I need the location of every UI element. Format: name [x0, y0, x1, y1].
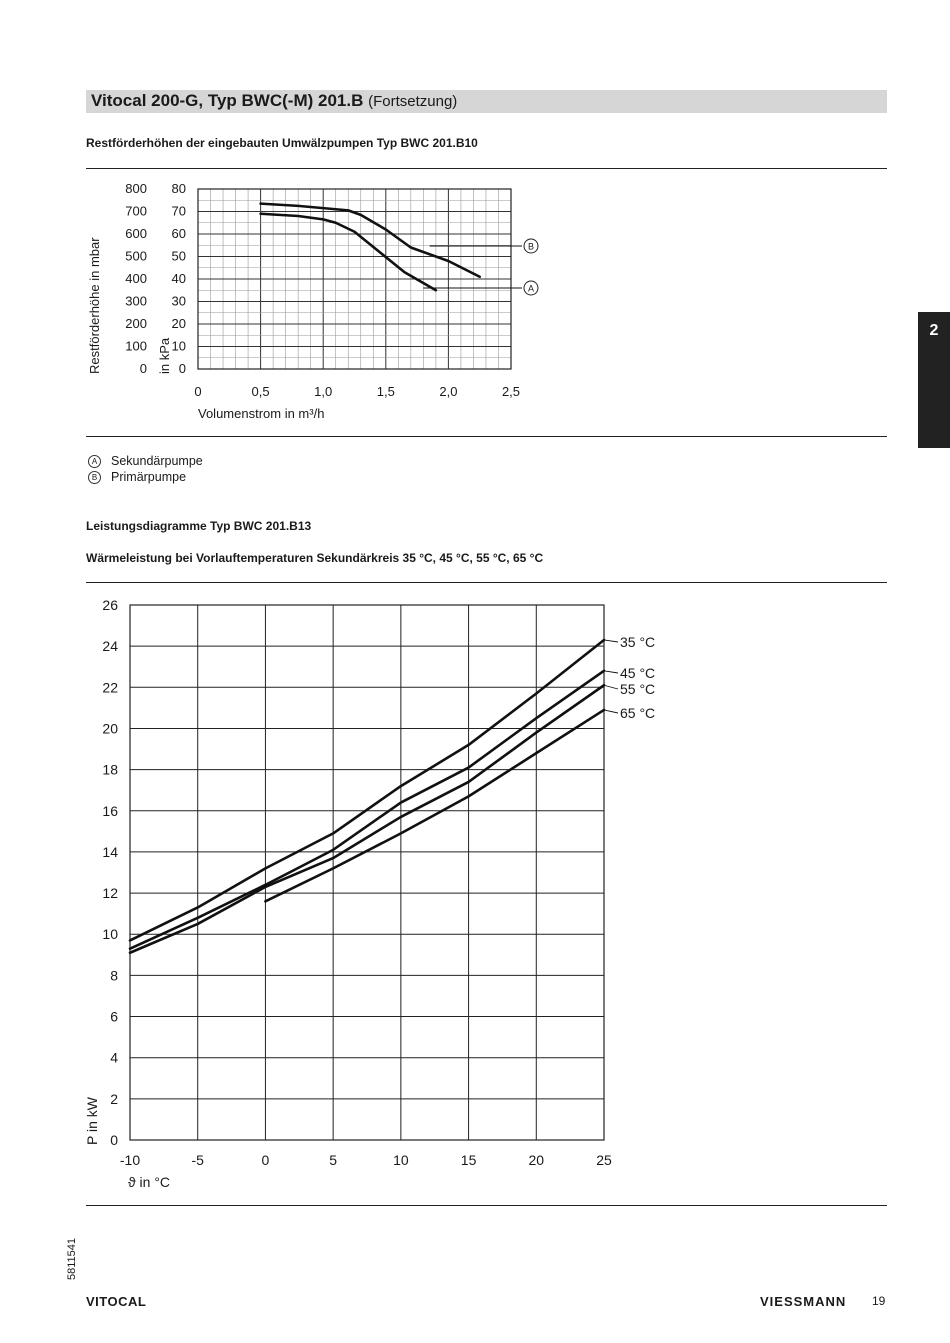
page-title-main: Vitocal 200-G, Typ BWC(-M) 201.B: [91, 91, 364, 110]
x-tick-label: 15: [460, 1152, 477, 1168]
y-axis-label: P in kW: [84, 1097, 100, 1145]
legend-item-b: [88, 470, 186, 484]
divider: [86, 582, 887, 583]
y-tick-label: 4: [110, 1049, 118, 1066]
series-key-label-a: A: [527, 283, 535, 294]
y-tick-label: 22: [102, 679, 118, 696]
series-line: [130, 685, 604, 953]
y-tick-label-kpa: 70: [171, 203, 186, 219]
y-tick-label-mbar: 800: [125, 181, 147, 196]
viessmann-logo: VIESSMANN: [760, 1294, 847, 1309]
x-axis-label: Volumenstrom in m³/h: [198, 406, 325, 421]
chapter-tab-label: 2: [929, 322, 939, 339]
legend-label-b: Primärpumpe: [111, 470, 187, 484]
x-axis-label: ϑ in °C: [128, 1174, 171, 1190]
series-label: 35 °C: [620, 634, 656, 650]
x-tick-label: 10: [393, 1152, 409, 1168]
x-tick-label: 1,0: [314, 384, 333, 399]
plot-frame: [130, 605, 604, 1140]
series-label-leader: [604, 671, 618, 673]
x-tick-label: 0,5: [251, 384, 270, 399]
page-title-suffix: (Fortsetzung): [368, 93, 458, 110]
y-tick-label: 26: [102, 597, 118, 613]
y-tick-label: 12: [102, 885, 118, 902]
y-axis-label-mbar: Restförderhöhe in mbar: [87, 237, 102, 374]
y-tick-label-kpa: 30: [171, 293, 186, 309]
x-tick-label: 2,0: [439, 384, 458, 399]
y-tick-label: 16: [102, 802, 118, 819]
y-tick-label-kpa: 10: [171, 338, 186, 354]
document-number: 5811541: [66, 1237, 78, 1280]
y-tick-label: 10: [102, 926, 118, 943]
y-tick-label-mbar: 600: [125, 226, 147, 241]
series-label: 65 °C: [620, 705, 656, 721]
legend-key-b: B: [88, 471, 101, 484]
x-tick-label: 1,5: [376, 384, 395, 399]
series-label-leader: [604, 685, 618, 689]
y-tick-label-kpa: 40: [171, 271, 186, 286]
y-tick-label-mbar: 200: [125, 316, 147, 331]
series-label-leader: [604, 710, 618, 713]
heat-output-chart: [0, 585, 950, 1205]
x-tick-label: 2,5: [501, 384, 521, 399]
vitocal-logo: VITOCAL: [86, 1294, 147, 1309]
y-tick-label-mbar: 500: [125, 248, 147, 264]
divider: [86, 436, 887, 437]
legend-item-a: [88, 454, 203, 468]
y-tick-label-mbar: 100: [125, 338, 147, 354]
series-label: 45 °C: [620, 665, 656, 681]
section1-heading: Restförderhöhen der eingebauten Umwälzpumpen Typ BWC 201.B10: [86, 136, 478, 150]
series-key-label-b: B: [527, 241, 535, 252]
y-tick-label: 2: [110, 1090, 118, 1107]
y-tick-label: 8: [110, 967, 118, 984]
y-tick-label-kpa: 80: [171, 181, 186, 196]
y-tick-label-kpa: 0: [178, 361, 186, 376]
y-tick-label-mbar: 300: [125, 293, 147, 309]
y-tick-label-mbar: 0: [139, 361, 147, 376]
y-tick-label: 24: [102, 638, 118, 655]
y-tick-label: 6: [110, 1008, 118, 1025]
y-tick-label: 20: [102, 720, 118, 737]
page-title: [91, 91, 457, 111]
y-tick-label-kpa: 60: [171, 226, 186, 241]
legend-label-a: Sekundärpumpe: [111, 454, 203, 468]
y-tick-label: 18: [102, 761, 118, 778]
y-tick-label: 0: [110, 1132, 118, 1148]
y-tick-label-kpa: 20: [171, 316, 186, 331]
page-number: 19: [872, 1294, 886, 1308]
divider: [86, 168, 887, 169]
series-line: [130, 640, 604, 940]
section2-subheading: Wärmeleistung bei Vorlauftemperaturen Sekundärkreis 35 °C, 45 °C, 55 °C, 65 °C: [86, 551, 544, 565]
y-tick-label: 14: [102, 843, 118, 860]
x-tick-label: 20: [528, 1152, 545, 1168]
series-line: [265, 710, 604, 901]
section2-heading: Leistungsdiagramme Typ BWC 201.B13: [86, 519, 312, 533]
series-label-leader: [604, 640, 618, 642]
y-tick-label-mbar: 700: [125, 203, 147, 219]
series-label: 55 °C: [620, 681, 656, 697]
x-tick-label: 25: [596, 1152, 612, 1168]
x-tick-label: 5: [329, 1152, 338, 1168]
divider: [86, 1205, 887, 1206]
y-axis-label-kpa: in kPa: [157, 337, 172, 374]
y-tick-label-mbar: 400: [125, 271, 147, 286]
x-tick-label: 0: [261, 1152, 270, 1168]
x-tick-label: -5: [191, 1152, 204, 1168]
pump-head-chart: [0, 170, 950, 435]
legend-key-a: A: [88, 455, 101, 468]
x-tick-label: -10: [119, 1152, 141, 1168]
x-tick-label: 0: [194, 384, 202, 399]
y-tick-label-kpa: 50: [171, 248, 186, 264]
